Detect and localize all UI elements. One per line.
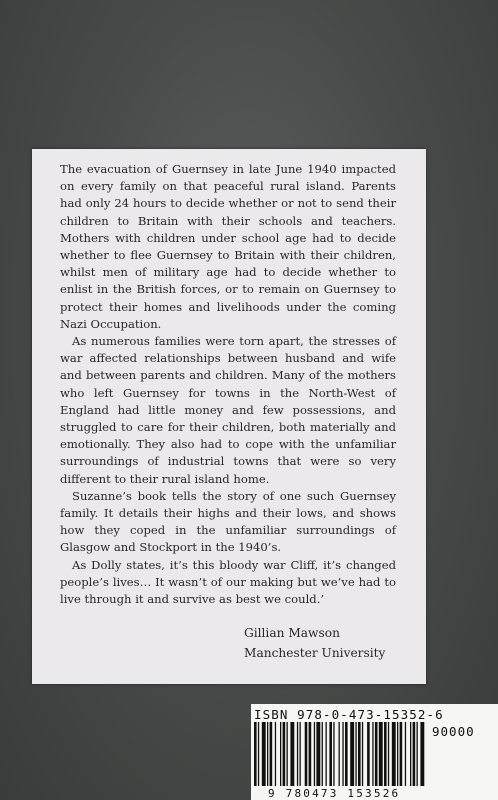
barcode-stripe	[305, 722, 308, 786]
barcode-stripe	[405, 722, 406, 786]
barcode-stripe	[300, 722, 301, 786]
barcode-stripe	[333, 722, 334, 786]
barcode-stripe	[326, 722, 327, 786]
reviewer-affiliation: Manchester University	[244, 645, 386, 660]
barcode-stripe	[342, 722, 343, 786]
barcode-stripe	[275, 722, 276, 786]
barcode-stripe	[267, 722, 268, 786]
barcode-stripe	[375, 722, 378, 786]
barcode-stripe	[350, 722, 354, 786]
barcode-stripe	[329, 722, 332, 786]
barcode-stripe	[397, 722, 398, 786]
barcode-stripe	[280, 722, 281, 786]
barcode-stripe	[322, 722, 323, 786]
blurb-paragraph-2: As numerous families were torn apart, the stresses of war affected relationships between husband and wife and between parents and children. Many of the mothers who left Guernsey for towns in the North-West of England had little money and few possessions, and struggled to care for their children, both materially and emotionally. They also had to cope with the unfamiliar surroundings of industrial towns that were so very different to their rural island home.	[60, 334, 396, 486]
barcode-stripe	[297, 722, 298, 786]
barcode-stripe	[309, 722, 312, 786]
barcode-stripe	[339, 722, 340, 786]
barcode-stripe	[262, 722, 266, 786]
barcode-stripe	[410, 722, 411, 786]
barcode-bars	[254, 722, 426, 786]
barcode-stripe	[358, 722, 361, 786]
barcode-stripe	[254, 722, 257, 786]
barcode-stripe	[420, 722, 424, 786]
blurb-paragraph-4: As Dolly states, it’s this bloody war Cliff, it’s changed people’s lives… It wasn’t of our making but we’ve had to live through it and survive as best we could.’	[60, 557, 396, 607]
barcode-stripe	[372, 722, 373, 786]
barcode-stripe	[283, 722, 286, 786]
barcode-stripe	[384, 722, 387, 786]
back-cover-blurb	[60, 161, 396, 608]
barcode-stripe	[316, 722, 320, 786]
blurb-paragraph-3: Suzanne’s book tells the story of one such Guernsey family. It details their highs and their lows, and shows how they coped in the unfamiliar surroundings of Glasgow and Stockport in the 1940’s.	[60, 488, 396, 555]
reviewer-name: Gillian Mawson	[244, 626, 340, 640]
reviewer-signature	[244, 624, 385, 663]
barcode-stripe	[388, 722, 389, 786]
barcode-stripe	[314, 722, 315, 786]
barcode-stripe	[379, 722, 383, 786]
barcode-stripe	[355, 722, 356, 786]
barcode-stripe	[345, 722, 348, 786]
barcode-stripe	[270, 722, 273, 786]
barcode-stripe	[392, 722, 396, 786]
barcode-stripe	[362, 722, 363, 786]
blurb-paragraph-1: The evacuation of Guernsey in late June 1940 impacted on every family on that peaceful rural island. Parents had only 24 hours to decide whether or not to send their children to Britain with their schools and teachers. Mothers with children under school age had to decide whether to flee Guernsey to Britain with their children, whilst men of military age had to decide whether to enlist in the British forces, or to remain on Guernsey to protect their homes and livelihoods under the coming Nazi Occupation.	[60, 162, 396, 331]
isbn-text: ISBN 978-0-473-15352-6	[254, 707, 444, 722]
price-code: 90000	[432, 724, 475, 739]
barcode-stripe	[367, 722, 370, 786]
barcode-stripe	[400, 722, 403, 786]
barcode-stripe	[290, 722, 294, 786]
barcode-stripe	[413, 722, 416, 786]
barcode-number: 9 780473 153526	[268, 787, 401, 800]
barcode-stripe	[258, 722, 259, 786]
barcode-stripe	[417, 722, 418, 786]
barcode-stripe	[287, 722, 288, 786]
